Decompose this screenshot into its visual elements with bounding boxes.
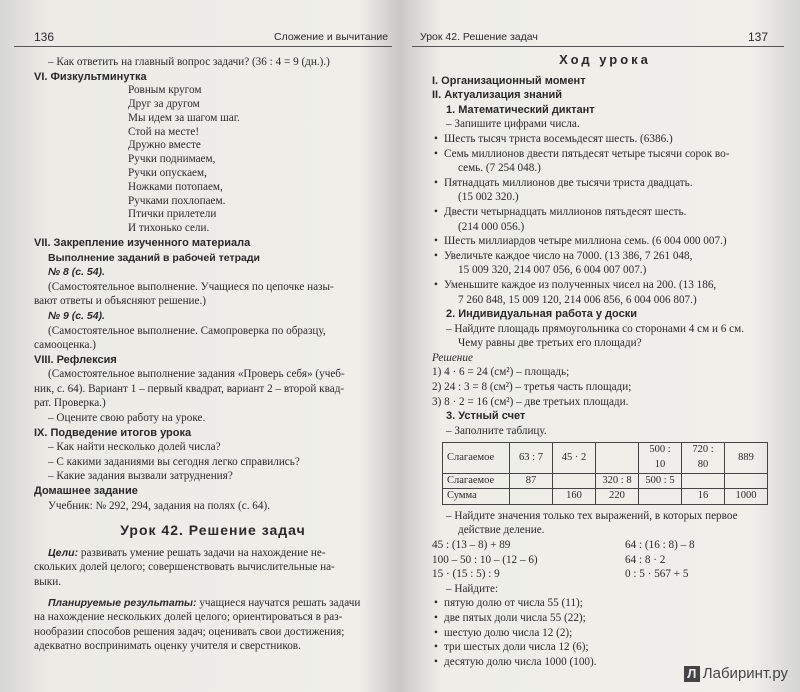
page-number: 137 [747, 30, 768, 44]
table-cell: Слагаемое [443, 443, 510, 473]
goals-paragraph [34, 546, 392, 561]
text-line: • пятую долю от числа 55 (11); [432, 596, 778, 611]
expression: 45 : (13 – 8) + 89 [432, 539, 511, 551]
text-line: Ручки опускаем, [128, 166, 207, 179]
text-line: Ровным кругом [128, 84, 202, 97]
text-line: действие деление. [458, 524, 545, 537]
results-text: учащиеся научатся решать задачи [196, 596, 361, 609]
table-cell: 500 : 10 [639, 443, 682, 473]
text-line: Друг за другом [128, 97, 200, 110]
table-cell [639, 489, 682, 505]
text-line: вают ответы и объясняют решение.) [34, 295, 207, 308]
text-line: • Двести четырнадцать миллионов пятьдесят шесть. [432, 205, 778, 220]
watermark [684, 665, 788, 682]
right-page-body [432, 52, 778, 669]
text-line: И тихонько сели. [128, 222, 210, 235]
goals-text: развивать умение решать задачи на нахождение не- [78, 546, 326, 559]
section-heading: VII. Закрепление изученного материала [34, 236, 251, 249]
goals-text: скольких долей целого; совершенствовать вычислительные на- [34, 561, 335, 574]
table-cell: 720 : 80 [682, 443, 725, 473]
text-line: Решение [432, 351, 473, 364]
expression: 15 · (15 : 5) : 9 [432, 568, 500, 581]
text-line: Выполнение заданий в рабочей тетради [48, 251, 260, 264]
text-line: – Запишите цифрами числа. [446, 118, 580, 131]
text-line: Учебник: № 292, 294, задания на полях (с. 64). [48, 499, 270, 512]
text-line: – Как найти несколько долей числа? [48, 441, 221, 454]
text-line: – Оцените свою работу на уроке. [48, 412, 206, 425]
goals-text: выки. [34, 576, 62, 589]
watermark-text: Лабиринт.ру [702, 665, 788, 682]
table-cell: 160 [553, 489, 596, 505]
expressions [432, 538, 778, 582]
table-cell [682, 473, 725, 489]
text-line: • Семь миллионов двести пятьдесят четыре тысячи сорок во- [432, 147, 778, 162]
expression: 64 : 8 · 2 [625, 553, 666, 566]
table-cell: 889 [725, 443, 768, 473]
text-line: – Найдите площадь прямоугольника со сторонами 4 см и 6 см. [446, 322, 745, 335]
expression: 100 – 50 : 10 – (12 – 6) [432, 553, 538, 566]
running-title: Сложение и вычитание [274, 31, 389, 43]
text-line: 3) 8 · 2 = 16 (см²) – две третьих площади. [432, 395, 629, 408]
table-cell: 500 : 5 [639, 473, 682, 489]
section-heading: 1. Математический диктант [446, 103, 595, 116]
text-line: • Шесть тысяч триста восемьдесят шесть. (6386.) [432, 132, 778, 147]
page-header [412, 30, 784, 47]
text-line: семь. (7 254 048.) [458, 162, 541, 175]
text-line: Ручками похлопаем. [128, 194, 226, 207]
text-line: – Как ответить на главный вопрос задачи? (36 : 4 = 9 (дн.).) [48, 56, 330, 68]
section-heading: 2. Индивидуальная работа у доски [446, 308, 637, 321]
text-line: • шестую долю числа 12 (2); [432, 626, 778, 641]
text-line: • Шесть миллиардов четыре миллиона семь. (6 004 000 007.) [432, 234, 778, 249]
text-line: Дружно вместе [128, 139, 201, 152]
text-line: • десятую долю числа 1000 (100). [432, 655, 778, 670]
text-line: • Уменьшите каждое из полученных чисел на 200. (13 186, [432, 278, 778, 293]
table-row [443, 473, 768, 489]
table-row [443, 443, 768, 473]
text-line: Мы идем за шагом шаг. [128, 111, 240, 124]
results-text: нообразии способов решения задач; оценивать свои достижения; [34, 625, 345, 638]
section-heading: VIII. Рефлексия [34, 353, 117, 366]
lesson-plan-heading: Ход урока [559, 52, 651, 67]
table-cell [596, 443, 639, 473]
results-text: на нахождение нескольких долей целого; ориентироваться в раз- [34, 611, 343, 624]
text-line: (Самостоятельное выполнение задания «Проверь себя» (учеб- [48, 368, 345, 381]
text-line: 2) 24 : 3 = 8 (см²) – третья часть площади; [432, 381, 632, 394]
text-line: самооценка.) [34, 339, 97, 352]
text-line: Ножками потопаем, [128, 180, 223, 193]
lesson-title: Урок 42. Решение задач [120, 522, 306, 539]
section-heading: II. Актуализация знаний [432, 89, 563, 102]
right-page [412, 0, 784, 692]
text-line: № 8 (с. 54). [48, 266, 105, 279]
left-page-body [34, 55, 392, 654]
table-cell: 63 : 7 [510, 443, 553, 473]
section-heading: I. Организационный момент [432, 74, 586, 87]
labirint-logo-icon: Л [684, 666, 700, 682]
text-line: ник, с. 64). Вариант 1 – первый квадрат, вариант 2 – второй квад- [34, 382, 345, 395]
page-number: 136 [34, 30, 55, 44]
section-heading: 3. Устный счет [446, 410, 526, 423]
text-line: № 9 (с. 54). [48, 309, 105, 322]
text-line: рат. Проверка.) [34, 397, 106, 410]
section-heading: VI. Физкультминутка [34, 70, 147, 83]
table-cell: 87 [510, 473, 553, 489]
text-line: (214 000 056.) [458, 220, 525, 233]
text-line: • Пятнадцать миллионов две тысячи триста двадцать. [432, 176, 778, 191]
results-label: Планируемые результаты: [48, 596, 197, 609]
table-cell: 220 [596, 489, 639, 505]
text-line: 1) 4 · 6 = 24 (см²) – площадь; [432, 366, 570, 379]
table-cell: 45 · 2 [553, 443, 596, 473]
table-cell [725, 473, 768, 489]
table-cell: 320 : 8 [596, 473, 639, 489]
text-line: – Найдите: [446, 582, 499, 595]
expressions-right [585, 538, 778, 582]
text-line: Ручки поднимаем, [128, 153, 216, 166]
text-line: • три шестых доли числа 12 (6); [432, 640, 778, 655]
section-heading: Домашнее задание [34, 485, 138, 498]
text-line: Стой на месте! [128, 125, 200, 138]
table-cell: 16 [682, 489, 725, 505]
table-cell [553, 473, 596, 489]
text-line: Птички прилетели [128, 208, 217, 221]
text-line: (Самостоятельное выполнение. Самопроверка по образцу, [48, 324, 326, 337]
text-line: – Найдите значения только тех выражений, в которых первое [446, 509, 738, 522]
left-page [14, 0, 392, 692]
running-title: Урок 42. Решение задач [420, 31, 538, 43]
text-line: 15 009 320, 214 007 056, 6 004 007 007.) [458, 264, 647, 277]
results-paragraph [34, 596, 392, 611]
text-line: – С какими заданиями вы сегодня легко справились? [48, 455, 300, 468]
table-row [443, 489, 768, 505]
section-heading: IX. Подведение итогов урока [34, 426, 192, 439]
goals-label: Цели: [48, 546, 79, 559]
expression: 64 : (16 : 8) – 8 [625, 539, 695, 551]
fill-table [442, 442, 768, 504]
text-line: (15 002 320.) [458, 191, 519, 204]
text-line: (Самостоятельное выполнение. Учащиеся по цепочке назы- [48, 280, 334, 293]
text-line: • две пятых доли числа 55 (22); [432, 611, 778, 626]
expressions-left [432, 538, 585, 582]
text-line: • Увеличьте каждое число на 7000. (13 386, 7 261 048, [432, 249, 778, 264]
text-line: 7 260 848, 15 009 120, 214 006 856, 6 004 006 807.) [458, 293, 697, 306]
text-line: – Какие задания вызвали затруднения? [48, 470, 233, 483]
page-header [14, 30, 392, 47]
table-cell: 1000 [725, 489, 768, 505]
table-cell [510, 489, 553, 505]
text-line: Чему равны две третьих его площади? [458, 337, 642, 350]
table-cell: Сумма [443, 489, 510, 505]
table-cell: Слагаемое [443, 473, 510, 489]
expression: 0 : 5 · 567 + 5 [625, 568, 689, 581]
text-line: – Заполните таблицу. [446, 424, 547, 437]
results-text: адекватно воспринимать оценку учителя и сверстников. [34, 640, 301, 653]
